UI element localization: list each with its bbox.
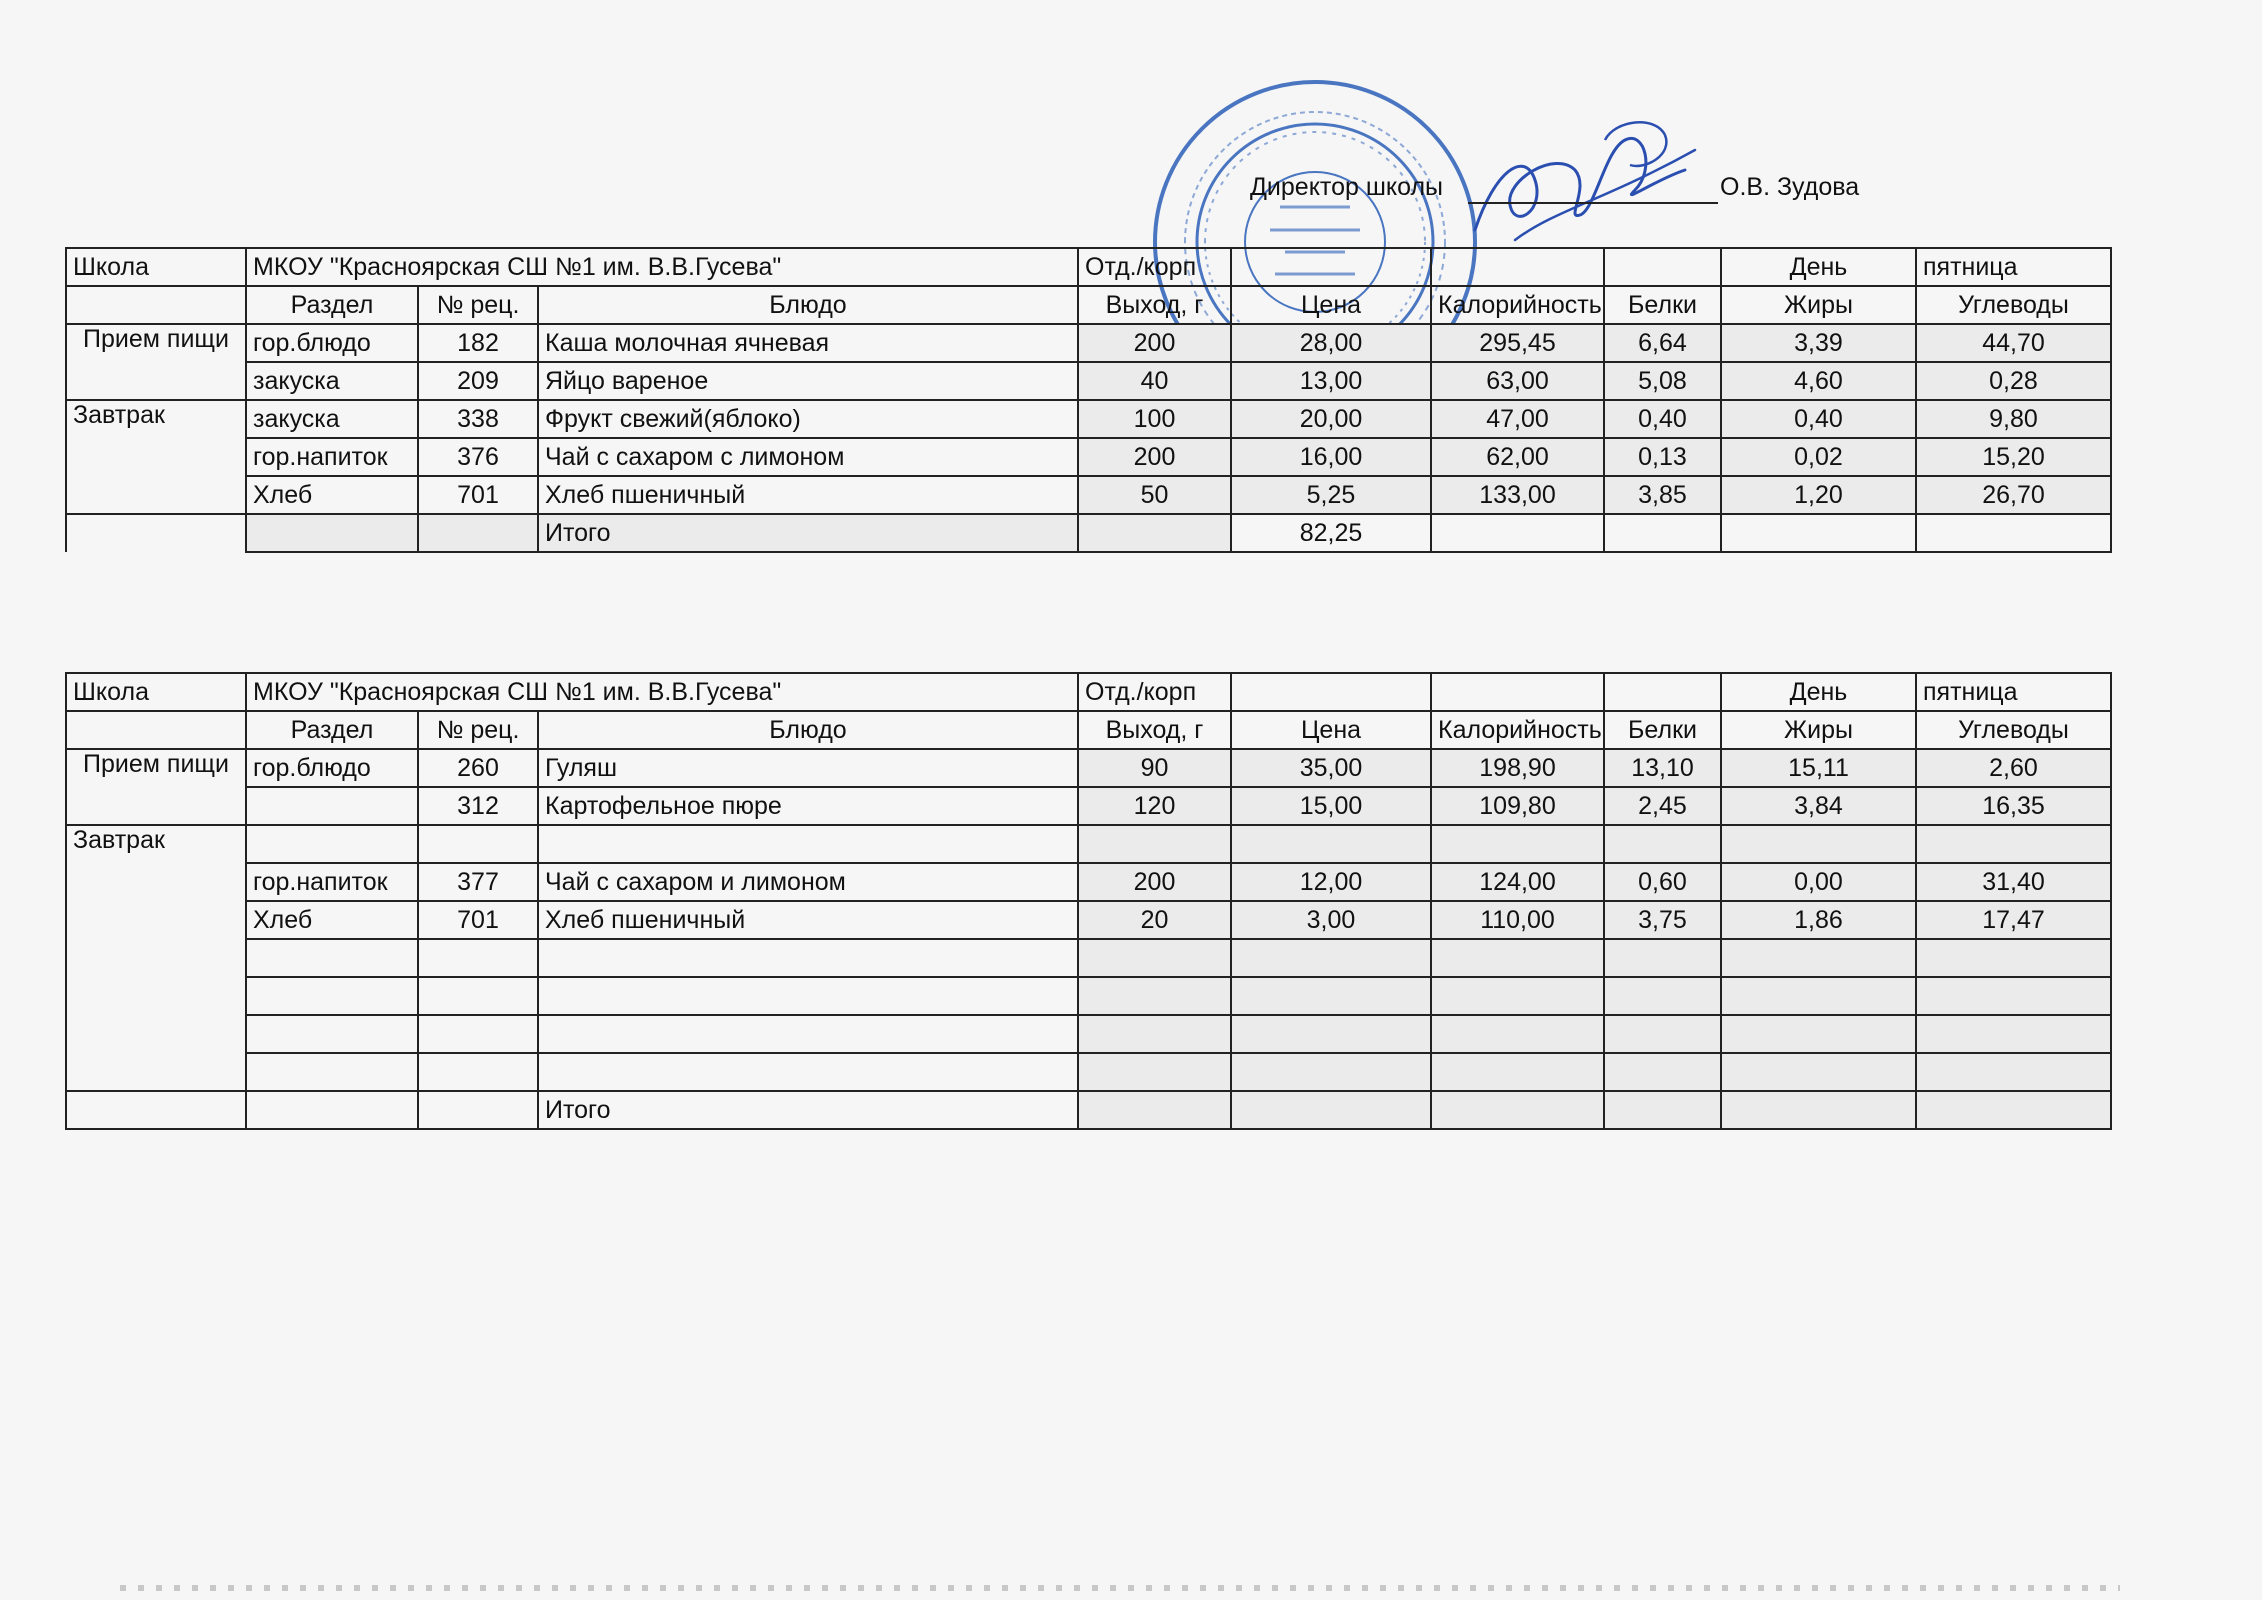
col-kcal: Калорийность bbox=[1431, 286, 1604, 324]
blank-cell bbox=[66, 286, 246, 324]
row-section: гор.блюдо bbox=[246, 324, 418, 362]
row-carbs: 16,35 bbox=[1916, 787, 2111, 825]
row-carbs bbox=[1916, 977, 2111, 1015]
col-carbs: Углеводы bbox=[1916, 286, 2111, 324]
row-kcal bbox=[1431, 1053, 1604, 1091]
row-dish: Каша молочная ячневая bbox=[538, 324, 1078, 362]
row-price: 35,00 bbox=[1231, 749, 1431, 787]
row-dish: Хлеб пшеничный bbox=[538, 476, 1078, 514]
row-dish bbox=[538, 825, 1078, 863]
col-price: Цена bbox=[1231, 286, 1431, 324]
menu-table-1 bbox=[65, 247, 2112, 553]
row-yield: 40 bbox=[1078, 362, 1231, 400]
row-kcal bbox=[1431, 825, 1604, 863]
row-carbs: 9,80 bbox=[1916, 400, 2111, 438]
blank-cell bbox=[1431, 248, 1604, 286]
table-row bbox=[66, 400, 2111, 438]
row-protein: 0,60 bbox=[1604, 863, 1721, 901]
director-signature bbox=[1455, 110, 1715, 260]
dept-value bbox=[1231, 673, 1431, 711]
row-recipe bbox=[418, 1053, 538, 1091]
row-kcal: 133,00 bbox=[1431, 476, 1604, 514]
meal-label: Прием пищи bbox=[66, 749, 246, 787]
row-yield bbox=[1078, 977, 1231, 1015]
header-row-1 bbox=[66, 248, 2111, 286]
row-kcal: 295,45 bbox=[1431, 324, 1604, 362]
row-kcal bbox=[1431, 1015, 1604, 1053]
total-price bbox=[1231, 1091, 1431, 1129]
header-row-2 bbox=[66, 286, 2111, 324]
row-kcal: 63,00 bbox=[1431, 362, 1604, 400]
row-section: Хлеб bbox=[246, 476, 418, 514]
row-price: 12,00 bbox=[1231, 863, 1431, 901]
header-row-2 bbox=[66, 711, 2111, 749]
table-row bbox=[66, 362, 2111, 400]
row-section bbox=[246, 977, 418, 1015]
school-name: МКОУ "Красноярская СШ №1 им. В.В.Гусева" bbox=[246, 248, 1078, 286]
row-kcal bbox=[1431, 977, 1604, 1015]
row-kcal: 109,80 bbox=[1431, 787, 1604, 825]
table-row bbox=[66, 863, 2111, 901]
table-row bbox=[66, 977, 2111, 1015]
row-price: 3,00 bbox=[1231, 901, 1431, 939]
meal-value: Завтрак bbox=[66, 825, 246, 863]
row-dish: Чай с сахаром с лимоном bbox=[538, 438, 1078, 476]
row-yield bbox=[1078, 1015, 1231, 1053]
blank-cell bbox=[1431, 1091, 1604, 1129]
row-dish: Картофельное пюре bbox=[538, 787, 1078, 825]
row-protein: 6,64 bbox=[1604, 324, 1721, 362]
row-protein bbox=[1604, 939, 1721, 977]
row-price bbox=[1231, 939, 1431, 977]
blank-cell bbox=[1721, 514, 1916, 552]
meal-cell bbox=[66, 362, 246, 400]
row-dish: Фрукт свежий(яблоко) bbox=[538, 400, 1078, 438]
meal-cell bbox=[66, 787, 246, 825]
col-yield: Выход, г bbox=[1078, 286, 1231, 324]
row-section: гор.напиток bbox=[246, 438, 418, 476]
blank-cell bbox=[1604, 514, 1721, 552]
meal-cell bbox=[66, 939, 246, 977]
director-label: Директор школы bbox=[1250, 173, 1444, 201]
blank-cell bbox=[66, 1091, 246, 1129]
row-recipe: 377 bbox=[418, 863, 538, 901]
blank-cell bbox=[418, 514, 538, 552]
total-row bbox=[66, 514, 2111, 552]
blank-cell bbox=[1431, 673, 1604, 711]
col-yield: Выход, г bbox=[1078, 711, 1231, 749]
row-fat: 0,00 bbox=[1721, 863, 1916, 901]
meal-cell bbox=[66, 476, 246, 514]
dept-label: Отд./корп bbox=[1078, 248, 1231, 286]
meal-label: Прием пищи bbox=[66, 324, 246, 362]
row-fat bbox=[1721, 1053, 1916, 1091]
blank-cell bbox=[66, 711, 246, 749]
row-section bbox=[246, 825, 418, 863]
table-row bbox=[66, 1015, 2111, 1053]
row-recipe: 182 bbox=[418, 324, 538, 362]
row-section: гор.напиток bbox=[246, 863, 418, 901]
blank-cell bbox=[1916, 1091, 2111, 1129]
signature-rule bbox=[1468, 202, 1718, 204]
row-section: закуска bbox=[246, 400, 418, 438]
row-protein: 2,45 bbox=[1604, 787, 1721, 825]
meal-cell bbox=[66, 901, 246, 939]
row-fat bbox=[1721, 939, 1916, 977]
row-carbs bbox=[1916, 939, 2111, 977]
row-section bbox=[246, 1053, 418, 1091]
row-section: закуска bbox=[246, 362, 418, 400]
row-price bbox=[1231, 977, 1431, 1015]
row-carbs bbox=[1916, 1015, 2111, 1053]
col-kcal: Калорийность bbox=[1431, 711, 1604, 749]
dept-label: Отд./корп bbox=[1078, 673, 1231, 711]
row-protein: 5,08 bbox=[1604, 362, 1721, 400]
col-price: Цена bbox=[1231, 711, 1431, 749]
table-row bbox=[66, 901, 2111, 939]
table-row bbox=[66, 476, 2111, 514]
meal-cell bbox=[66, 863, 246, 901]
total-label: Итого bbox=[538, 514, 1078, 552]
row-price: 20,00 bbox=[1231, 400, 1431, 438]
row-kcal: 62,00 bbox=[1431, 438, 1604, 476]
row-protein bbox=[1604, 1015, 1721, 1053]
row-dish bbox=[538, 1015, 1078, 1053]
row-price bbox=[1231, 1053, 1431, 1091]
row-yield bbox=[1078, 825, 1231, 863]
blank-cell bbox=[418, 1091, 538, 1129]
row-yield: 90 bbox=[1078, 749, 1231, 787]
row-recipe: 701 bbox=[418, 901, 538, 939]
row-protein: 3,85 bbox=[1604, 476, 1721, 514]
row-carbs: 0,28 bbox=[1916, 362, 2111, 400]
row-fat: 3,84 bbox=[1721, 787, 1916, 825]
menu-table-2 bbox=[65, 672, 2112, 1130]
row-protein: 0,40 bbox=[1604, 400, 1721, 438]
row-section bbox=[246, 939, 418, 977]
school-label: Школа bbox=[66, 248, 246, 286]
row-recipe bbox=[418, 825, 538, 863]
row-recipe: 376 bbox=[418, 438, 538, 476]
row-carbs: 31,40 bbox=[1916, 863, 2111, 901]
row-carbs: 15,20 bbox=[1916, 438, 2111, 476]
day-value: пятница bbox=[1916, 248, 2111, 286]
col-fat: Жиры bbox=[1721, 711, 1916, 749]
col-recipe: № рец. bbox=[418, 286, 538, 324]
row-protein: 13,10 bbox=[1604, 749, 1721, 787]
row-yield: 200 bbox=[1078, 438, 1231, 476]
col-section: Раздел bbox=[246, 286, 418, 324]
col-carbs: Углеводы bbox=[1916, 711, 2111, 749]
row-yield: 50 bbox=[1078, 476, 1231, 514]
row-carbs: 2,60 bbox=[1916, 749, 2111, 787]
row-carbs bbox=[1916, 1053, 2111, 1091]
table-row bbox=[66, 939, 2111, 977]
row-yield: 200 bbox=[1078, 324, 1231, 362]
row-section bbox=[246, 787, 418, 825]
day-label: День bbox=[1721, 248, 1916, 286]
col-protein: Белки bbox=[1604, 711, 1721, 749]
meal-cell bbox=[66, 1015, 246, 1053]
school-label: Школа bbox=[66, 673, 246, 711]
row-price: 28,00 bbox=[1231, 324, 1431, 362]
row-kcal bbox=[1431, 939, 1604, 977]
meal-value: Завтрак bbox=[66, 400, 246, 438]
meal-cell bbox=[66, 438, 246, 476]
blank-cell bbox=[1078, 514, 1231, 552]
row-dish: Чай с сахаром и лимоном bbox=[538, 863, 1078, 901]
blank-cell bbox=[1431, 514, 1604, 552]
table-row bbox=[66, 324, 2111, 362]
row-fat: 1,86 bbox=[1721, 901, 1916, 939]
row-fat bbox=[1721, 1015, 1916, 1053]
row-fat: 15,11 bbox=[1721, 749, 1916, 787]
blank-cell bbox=[66, 514, 246, 552]
table-row bbox=[66, 438, 2111, 476]
total-row bbox=[66, 1091, 2111, 1129]
col-section: Раздел bbox=[246, 711, 418, 749]
table-row bbox=[66, 1053, 2111, 1091]
dept-value bbox=[1231, 248, 1431, 286]
row-yield bbox=[1078, 939, 1231, 977]
blank-cell bbox=[1916, 514, 2111, 552]
row-price: 13,00 bbox=[1231, 362, 1431, 400]
row-section bbox=[246, 1015, 418, 1053]
row-yield: 20 bbox=[1078, 901, 1231, 939]
table-row bbox=[66, 787, 2111, 825]
row-price: 16,00 bbox=[1231, 438, 1431, 476]
row-dish: Яйцо вареное bbox=[538, 362, 1078, 400]
col-protein: Белки bbox=[1604, 286, 1721, 324]
blank-cell bbox=[1604, 673, 1721, 711]
row-yield bbox=[1078, 1053, 1231, 1091]
row-price: 5,25 bbox=[1231, 476, 1431, 514]
meal-cell bbox=[66, 977, 246, 1015]
row-dish bbox=[538, 977, 1078, 1015]
row-section: гор.блюдо bbox=[246, 749, 418, 787]
blank-cell bbox=[246, 1091, 418, 1129]
day-label: День bbox=[1721, 673, 1916, 711]
blank-cell bbox=[1078, 1091, 1231, 1129]
blank-cell bbox=[1604, 1091, 1721, 1129]
row-fat: 3,39 bbox=[1721, 324, 1916, 362]
table-row bbox=[66, 825, 2111, 863]
row-recipe bbox=[418, 939, 538, 977]
row-recipe bbox=[418, 977, 538, 1015]
director-name: О.В. Зудова bbox=[1720, 173, 1860, 201]
row-price bbox=[1231, 825, 1431, 863]
row-kcal: 124,00 bbox=[1431, 863, 1604, 901]
row-fat: 1,20 bbox=[1721, 476, 1916, 514]
header-row-1 bbox=[66, 673, 2111, 711]
row-protein bbox=[1604, 977, 1721, 1015]
table-row bbox=[66, 749, 2111, 787]
row-recipe: 209 bbox=[418, 362, 538, 400]
blank-cell bbox=[1721, 1091, 1916, 1129]
row-kcal: 110,00 bbox=[1431, 901, 1604, 939]
row-recipe: 701 bbox=[418, 476, 538, 514]
col-dish: Блюдо bbox=[538, 286, 1078, 324]
total-label: Итого bbox=[538, 1091, 1078, 1129]
row-recipe: 338 bbox=[418, 400, 538, 438]
school-name: МКОУ "Красноярская СШ №1 им. В.В.Гусева" bbox=[246, 673, 1078, 711]
row-yield: 100 bbox=[1078, 400, 1231, 438]
row-protein: 0,13 bbox=[1604, 438, 1721, 476]
row-fat bbox=[1721, 825, 1916, 863]
col-fat: Жиры bbox=[1721, 286, 1916, 324]
row-recipe: 312 bbox=[418, 787, 538, 825]
row-dish bbox=[538, 1053, 1078, 1091]
row-recipe: 260 bbox=[418, 749, 538, 787]
row-yield: 200 bbox=[1078, 863, 1231, 901]
row-dish: Гуляш bbox=[538, 749, 1078, 787]
total-price: 82,25 bbox=[1231, 514, 1431, 552]
meal-cell bbox=[66, 1053, 246, 1091]
row-fat bbox=[1721, 977, 1916, 1015]
row-dish bbox=[538, 939, 1078, 977]
row-fat: 4,60 bbox=[1721, 362, 1916, 400]
row-price: 15,00 bbox=[1231, 787, 1431, 825]
row-carbs: 26,70 bbox=[1916, 476, 2111, 514]
col-recipe: № рец. bbox=[418, 711, 538, 749]
blank-cell bbox=[246, 514, 418, 552]
row-kcal: 47,00 bbox=[1431, 400, 1604, 438]
row-yield: 120 bbox=[1078, 787, 1231, 825]
row-protein bbox=[1604, 1053, 1721, 1091]
row-fat: 0,40 bbox=[1721, 400, 1916, 438]
blank-cell bbox=[1604, 248, 1721, 286]
day-value: пятница bbox=[1916, 673, 2111, 711]
row-carbs: 44,70 bbox=[1916, 324, 2111, 362]
row-recipe bbox=[418, 1015, 538, 1053]
col-dish: Блюдо bbox=[538, 711, 1078, 749]
scan-artifact bbox=[120, 1585, 2120, 1591]
row-carbs: 17,47 bbox=[1916, 901, 2111, 939]
row-protein: 3,75 bbox=[1604, 901, 1721, 939]
row-fat: 0,02 bbox=[1721, 438, 1916, 476]
row-protein bbox=[1604, 825, 1721, 863]
row-kcal: 198,90 bbox=[1431, 749, 1604, 787]
row-price bbox=[1231, 1015, 1431, 1053]
row-carbs bbox=[1916, 825, 2111, 863]
row-dish: Хлеб пшеничный bbox=[538, 901, 1078, 939]
row-section: Хлеб bbox=[246, 901, 418, 939]
